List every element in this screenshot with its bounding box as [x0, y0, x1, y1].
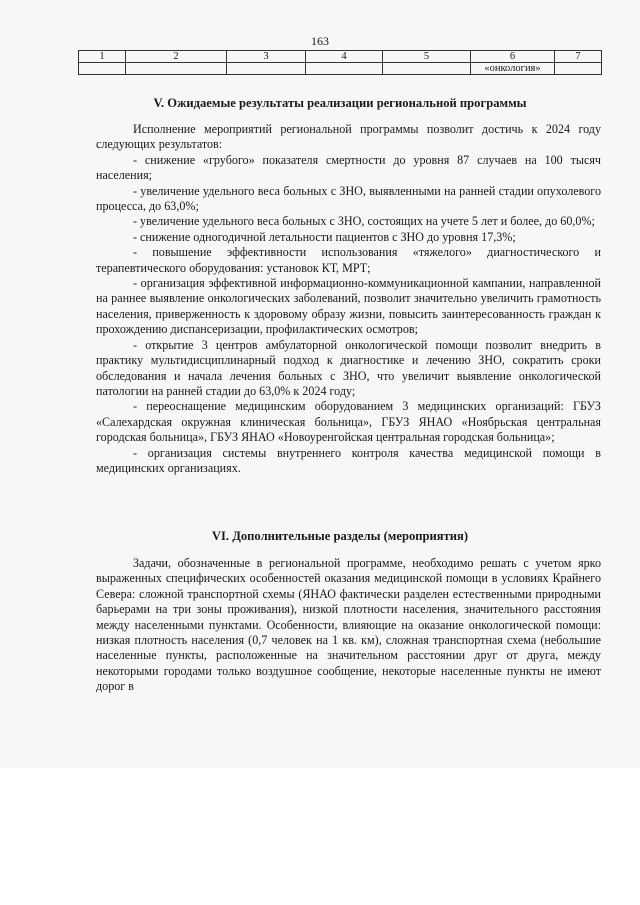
result-item: - открытие 3 центров амбулаторной онкологической помощи позволит внедрить в практику мультидисциплинарный подход к диагностике и лечению ЗНО, сократить сроки обследования и начала лечения больных с ЗНО, что увеличит выявление онкологической патологии на ранней стадии до 63,0% к 2024 году; — [96, 337, 601, 398]
table-cell — [555, 63, 602, 75]
table-cell — [383, 63, 471, 75]
table-cell — [227, 63, 306, 75]
page-number: 163 — [311, 34, 329, 48]
table-cell: 3 — [227, 51, 306, 63]
table-cell: 4 — [306, 51, 383, 63]
result-item: - организация эффективной информационно-коммуникационной кампании, направленной на раннее выявление онкологических заболеваний, позволит значительно увеличить грамотность населения, приверженность к здоровому образу жизни, повысить заинтересованность граждан к прохождению диспансеризации, профилактических осмотров; — [96, 276, 601, 337]
table-row — [79, 51, 602, 63]
result-item: - увеличение удельного веса больных с ЗНО, состоящих на учете 5 лет и более, до 60,0%; — [133, 214, 595, 229]
section-6-title: VI. Дополнительные разделы (мероприятия) — [211, 529, 469, 543]
result-item: - переоснащение медицинским оборудованием 3 медицинских организаций: ГБУЗ «Салехардская окружная клиническая больница», ГБУЗ ЯНАО «Ноябрьская центральная городская больница», ГБУЗ ЯНАО «Новоуренгойская центральная городская больница»; — [96, 399, 601, 445]
table-cell: 7 — [555, 51, 602, 63]
result-item: - снижение «грубого» показателя смертности до уровня 87 случаев на 100 тысяч населения; — [96, 152, 601, 183]
table-cell: «онкология» — [471, 63, 555, 75]
section-5-title: V. Ожидаемые результаты реализации региональной программы — [153, 96, 527, 110]
result-item: - снижение одногодичной летальности пациентов с ЗНО до уровня 17,3%; — [133, 229, 516, 244]
table-cell: 1 — [79, 51, 126, 63]
section-6-paragraph: Задачи, обозначенные в региональной программе, необходимо решать с учетом ярко выраженных специфических особенностей оказания медицинской помощи в условиях Крайнего Севера: сложной транспортной схемы (ЯНАО фактически разделен естественными природными барьерами на три зоны проживания), низкой плотности населения, значительного расстояния между населенными пунктами. Особенности, влияющие на оказание онкологической помощи: низкая плотность населения (0,7 человек на 1 кв. км), сложная транспортная схема (небольшие населенные пункты, расположенные на значительном расстоянии друг от друга, между некоторыми городами только воздушное сообщение, некоторые населенные пункты не имеют дорог в — [96, 556, 601, 694]
result-item: - организация системы внутреннего контроля качества медицинской помощи в медицинских организациях. — [96, 445, 601, 475]
section-6-body — [96, 556, 601, 695]
header-table — [78, 50, 602, 75]
table-row — [79, 63, 602, 75]
table-cell: 2 — [126, 51, 227, 63]
table-cell: 5 — [383, 51, 471, 63]
result-item: - повышение эффективности использования «тяжелого» диагностического и терапевтического оборудования: установок КТ, МРТ; — [96, 245, 601, 275]
table-cell: 6 — [471, 51, 555, 63]
table-cell — [79, 63, 126, 75]
table-cell — [126, 63, 227, 75]
table-cell — [306, 63, 383, 75]
result-item: - увеличение удельного веса больных с ЗНО, выявленными на ранней стадии опухолевого процесса, до 63,0%; — [96, 183, 601, 214]
section-5-intro: Исполнение мероприятий региональной программы позволит достичь к 2024 году следующих результатов: — [96, 122, 601, 152]
section-5-body — [96, 122, 601, 476]
